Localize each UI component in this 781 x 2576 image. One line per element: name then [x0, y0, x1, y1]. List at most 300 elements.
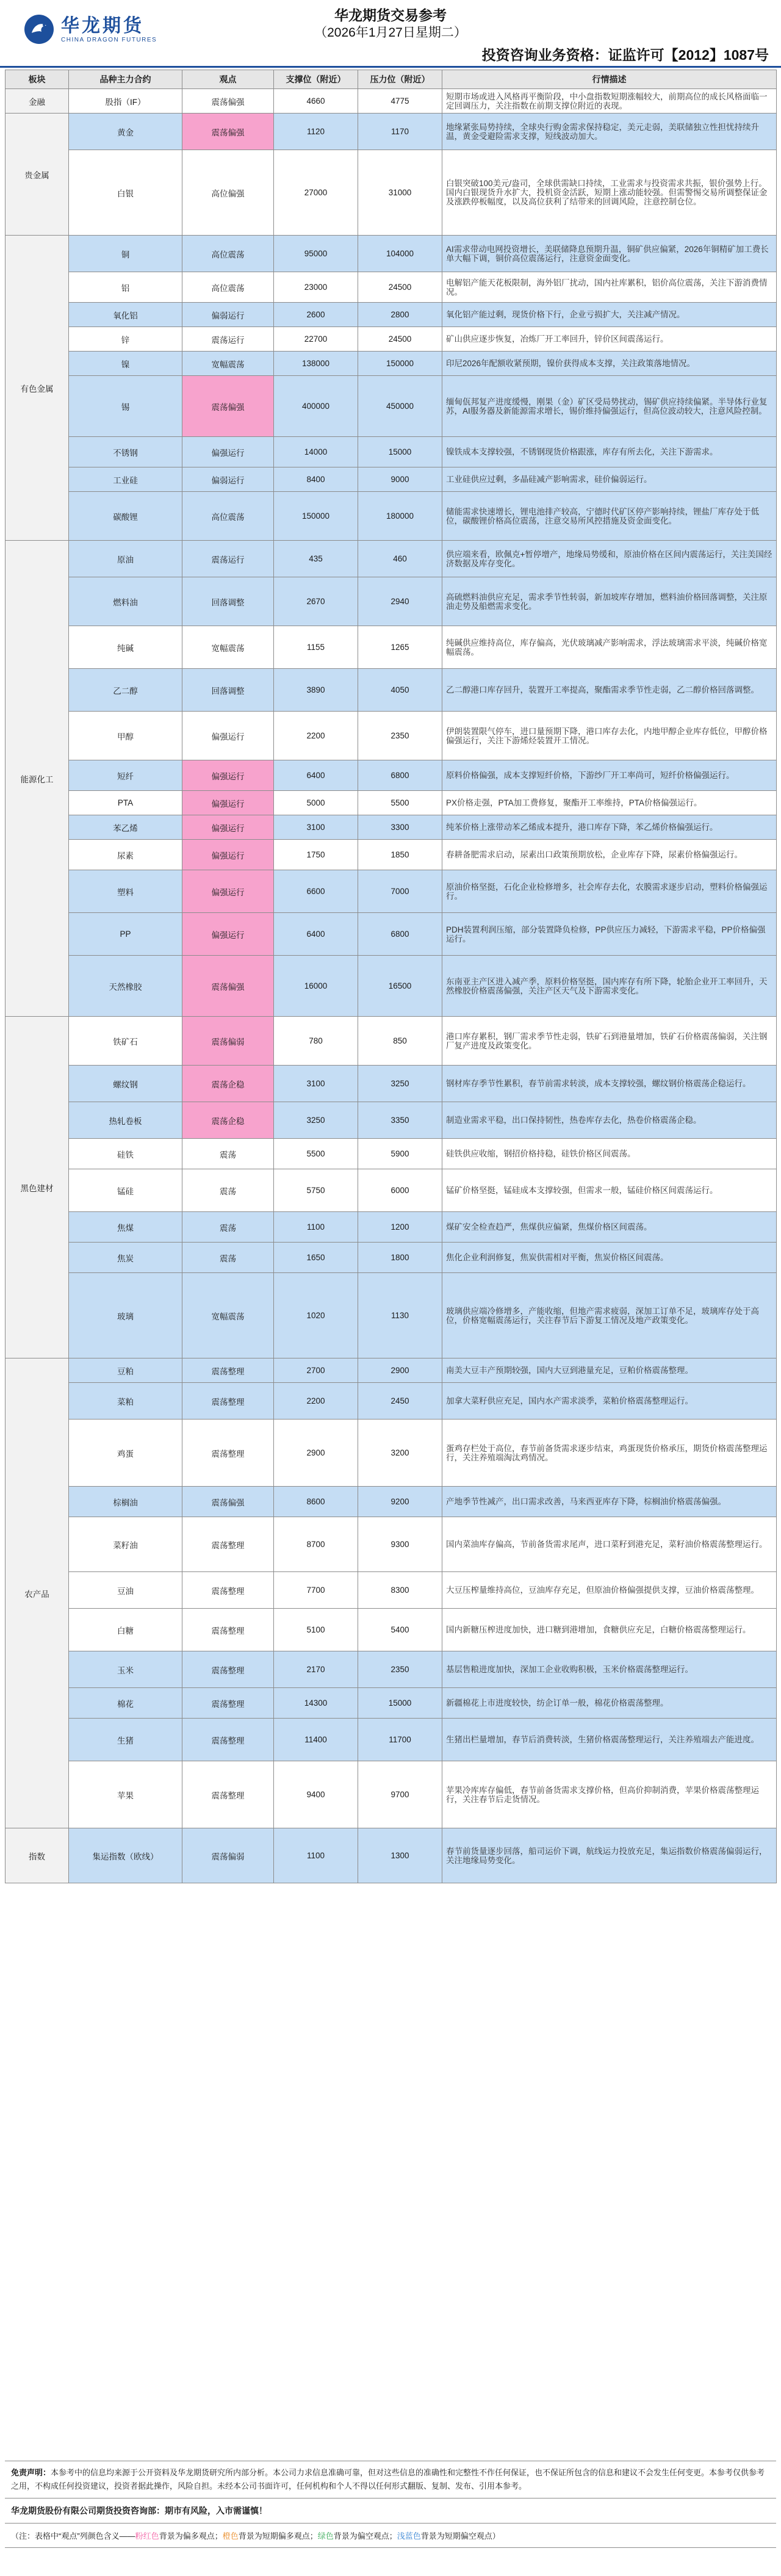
view-cell: 震荡 [182, 1243, 274, 1273]
description-cell: 镍铁成本支撑较强，不锈钢现货价格跟涨，库存有所去化，关注下游需求。 [442, 437, 777, 467]
view-cell: 宽幅震荡 [182, 1273, 274, 1358]
table-row [5, 1420, 777, 1487]
view-cell: 高位震荡 [182, 272, 274, 303]
table-header-row [5, 70, 777, 89]
product-cell: 锌 [69, 327, 182, 352]
resistance-cell: 5500 [358, 791, 442, 815]
support-cell: 2670 [274, 577, 358, 626]
table-row [5, 1017, 777, 1066]
view-cell: 震荡运行 [182, 541, 274, 577]
product-cell: 乙二醇 [69, 669, 182, 712]
resistance-cell: 2350 [358, 712, 442, 760]
resistance-cell: 4775 [358, 89, 442, 114]
table-row [5, 1761, 777, 1828]
sector-cell: 农产品 [5, 1358, 69, 1828]
product-cell: 甲醇 [69, 712, 182, 760]
support-cell: 1120 [274, 114, 358, 150]
view-cell: 偏强运行 [182, 870, 274, 913]
legend-blue: 浅蓝色 [397, 2531, 421, 2541]
view-cell: 震荡偏弱 [182, 1828, 274, 1883]
view-cell: 震荡整理 [182, 1761, 274, 1828]
view-cell: 偏强运行 [182, 913, 274, 956]
resistance-cell: 6800 [358, 913, 442, 956]
view-cell: 偏强运行 [182, 760, 274, 791]
description-cell: 缅甸佤邦复产进度缓慢，刚果（金）矿区受局势扰动，锡矿供应持续偏紧。半导体行业复苏，AI服务器及新能源需求增长，锡价维持偏强运行，但高位波动较大，注意风险控制。 [442, 376, 777, 437]
company-notice: 华龙期货股份有限公司期货投资咨询部：期市有风险，入市需谨慎！ [5, 2498, 776, 2523]
support-cell: 14300 [274, 1688, 358, 1719]
table-row [5, 1358, 777, 1383]
table-row [5, 1719, 777, 1761]
report-date: （2026年1月27日星期二） [314, 26, 467, 40]
support-cell: 5500 [274, 1139, 358, 1169]
table-row [5, 1609, 777, 1651]
table-row [5, 1517, 777, 1572]
support-cell: 8700 [274, 1517, 358, 1572]
view-cell: 震荡 [182, 1139, 274, 1169]
resistance-cell: 104000 [358, 236, 442, 272]
description-cell: 钢材库存季节性累积，春节前需求转淡，成本支撑较强，螺纹钢价格震荡企稳运行。 [442, 1066, 777, 1102]
view-cell: 震荡偏强 [182, 956, 274, 1017]
disclaimer-label: 免责声明： [11, 2468, 51, 2477]
resistance-cell: 9200 [358, 1487, 442, 1517]
table-row [5, 1572, 777, 1609]
legend-blue-desc: 背景为短期偏空观点） [420, 2531, 500, 2541]
resistance-cell: 24500 [358, 272, 442, 303]
support-cell: 14000 [274, 437, 358, 467]
view-cell: 偏弱运行 [182, 303, 274, 327]
support-cell: 780 [274, 1017, 358, 1066]
product-cell: 镍 [69, 352, 182, 376]
sector-cell: 金融 [5, 89, 69, 114]
description-cell: 东南亚主产区进入减产季，原料价格坚挺，国内库存有所下降，轮胎企业开工率回升，天然橡胶价格震荡偏强，关注产区天气及下游需求变化。 [442, 956, 777, 1017]
table-row [5, 791, 777, 815]
description-cell: 锰矿价格坚挺，锰硅成本支撑较强，但需求一般，锰硅价格区间震荡运行。 [442, 1169, 777, 1212]
description-cell: 短期市场或进入风格再平衡阶段，中小盘指数短期涨幅较大，前期高位的成长风格面临一定回调压力，关注指数在前期支撑位附近的表现。 [442, 89, 777, 114]
support-cell: 6400 [274, 913, 358, 956]
table-row [5, 150, 777, 236]
resistance-cell: 31000 [358, 150, 442, 236]
view-cell: 偏强运行 [182, 840, 274, 870]
view-cell: 震荡整理 [182, 1651, 274, 1688]
description-cell: 春节前货量逐步回落，船司运价下调，航线运力投放充足，集运指数价格震荡偏弱运行，关注地缘局势变化。 [442, 1828, 777, 1883]
product-cell: 玉米 [69, 1651, 182, 1688]
table-row [5, 1651, 777, 1688]
view-cell: 宽幅震荡 [182, 626, 274, 669]
resistance-cell: 850 [358, 1017, 442, 1066]
table-row [5, 577, 777, 626]
col-header-sector: 板块 [5, 70, 69, 89]
product-cell: 生猪 [69, 1719, 182, 1761]
table-row [5, 303, 777, 327]
support-cell: 6600 [274, 870, 358, 913]
description-cell: 港口库存累积，钢厂需求季节性走弱，铁矿石到港量增加，铁矿石价格震荡偏弱，关注钢厂复产进度及政策变化。 [442, 1017, 777, 1066]
product-cell: PTA [69, 791, 182, 815]
support-cell: 4660 [274, 89, 358, 114]
support-cell: 2600 [274, 303, 358, 327]
description-cell: 供应端来看，欧佩克+暂停增产，地缘局势缓和，原油价格在区间内震荡运行，关注美国经济数据及库存变化。 [442, 541, 777, 577]
table-row [5, 870, 777, 913]
description-cell: 煤矿安全检查趋严，焦煤供应偏紧，焦煤价格区间震荡。 [442, 1212, 777, 1243]
product-cell: 尿素 [69, 840, 182, 870]
legend-prefix: （注：表格中“观点”列颜色含义—— [11, 2531, 135, 2541]
table-row [5, 1688, 777, 1719]
table-row [5, 272, 777, 303]
support-cell: 138000 [274, 352, 358, 376]
footer [5, 2461, 776, 2548]
resistance-cell: 2350 [358, 1651, 442, 1688]
resistance-cell: 9700 [358, 1761, 442, 1828]
table-row [5, 840, 777, 870]
license-info: 投资咨询业务资格：证监许可【2012】1087号 [481, 47, 769, 63]
view-cell: 偏强运行 [182, 437, 274, 467]
description-cell: 新疆棉花上市进度较快，纺企订单一般，棉花价格震荡整理。 [442, 1688, 777, 1719]
product-cell: 豆粕 [69, 1358, 182, 1383]
product-cell: 锡 [69, 376, 182, 437]
description-cell: 蛋鸡存栏处于高位，春节前备货需求逐步结束，鸡蛋现货价格承压，期货价格震荡整理运行，关注养殖端淘汰鸡情况。 [442, 1420, 777, 1487]
view-cell: 震荡 [182, 1212, 274, 1243]
view-cell: 震荡偏强 [182, 1487, 274, 1517]
view-cell: 回落调整 [182, 577, 274, 626]
view-cell: 震荡整理 [182, 1719, 274, 1761]
description-cell: 国内菜油库存偏高，节前备货需求尾声，进口菜籽到港充足，菜籽油价格震荡整理运行。 [442, 1517, 777, 1572]
resistance-cell: 8300 [358, 1572, 442, 1609]
support-cell: 7700 [274, 1572, 358, 1609]
support-cell: 3100 [274, 815, 358, 840]
table-row [5, 1139, 777, 1169]
view-cell: 偏强运行 [182, 815, 274, 840]
description-cell: 焦化企业利润修复，焦炭供需相对平衡，焦炭价格区间震荡。 [442, 1243, 777, 1273]
header [0, 0, 781, 68]
product-cell: 白糖 [69, 1609, 182, 1651]
description-cell: PDH装置利润压缩，部分装置降负检修，PP供应压力减轻，下游需求平稳，PP价格偏强运行。 [442, 913, 777, 956]
table-row [5, 712, 777, 760]
resistance-cell: 3300 [358, 815, 442, 840]
sector-cell: 黑色建材 [5, 1017, 69, 1358]
support-cell: 95000 [274, 236, 358, 272]
table-row [5, 114, 777, 150]
description-cell: 乙二醇港口库存回升，装置开工率提高，聚酯需求季节性走弱，乙二醇价格回落调整。 [442, 669, 777, 712]
resistance-cell: 1130 [358, 1273, 442, 1358]
description-cell: 国内新糖压榨进度加快，进口糖到港增加，食糖供应充足，白糖价格震荡整理运行。 [442, 1609, 777, 1651]
view-cell: 震荡偏强 [182, 376, 274, 437]
product-cell: 焦炭 [69, 1243, 182, 1273]
support-cell: 9400 [274, 1761, 358, 1828]
view-cell: 震荡偏强 [182, 89, 274, 114]
product-cell: 天然橡胶 [69, 956, 182, 1017]
resistance-cell: 180000 [358, 492, 442, 541]
table-row [5, 437, 777, 467]
description-cell: 原油价格坚挺，石化企业检修增多，社会库存去化，农膜需求逐步启动，塑料价格偏强运行。 [442, 870, 777, 913]
resistance-cell: 5900 [358, 1139, 442, 1169]
support-cell: 8400 [274, 467, 358, 492]
resistance-cell: 24500 [358, 327, 442, 352]
product-cell: 焦煤 [69, 1212, 182, 1243]
view-cell: 震荡整理 [182, 1609, 274, 1651]
description-cell: 电解铝产能天花板限制，海外铝厂扰动，国内社库累积，铝价高位震荡，关注下游消费情况。 [442, 272, 777, 303]
description-cell: 大豆压榨量维持高位，豆油库存充足，但原油价格偏强提供支撑，豆油价格震荡整理。 [442, 1572, 777, 1609]
resistance-cell: 15000 [358, 437, 442, 467]
view-cell: 震荡整理 [182, 1572, 274, 1609]
header-divider [0, 66, 781, 68]
col-header-product: 品种主力合约 [69, 70, 182, 89]
resistance-cell: 2450 [358, 1383, 442, 1420]
legend-orange-desc: 背景为短期偏多观点； [238, 2531, 318, 2541]
view-cell: 震荡整理 [182, 1358, 274, 1383]
resistance-cell: 460 [358, 541, 442, 577]
resistance-cell: 3250 [358, 1066, 442, 1102]
support-cell: 5000 [274, 791, 358, 815]
support-cell: 1100 [274, 1212, 358, 1243]
resistance-cell: 450000 [358, 376, 442, 437]
product-cell: 菜籽油 [69, 1517, 182, 1572]
col-header-support: 支撑位（附近） [274, 70, 358, 89]
table-row [5, 1066, 777, 1102]
col-header-description: 行情描述 [442, 70, 777, 89]
table-row [5, 1169, 777, 1212]
support-cell: 3890 [274, 669, 358, 712]
resistance-cell: 16500 [358, 956, 442, 1017]
view-cell: 高位偏强 [182, 150, 274, 236]
legend-orange: 橙色 [222, 2531, 239, 2541]
resistance-cell: 1300 [358, 1828, 442, 1883]
product-cell: 碳酸锂 [69, 492, 182, 541]
product-cell: 铝 [69, 272, 182, 303]
resistance-cell: 1170 [358, 114, 442, 150]
support-cell: 11400 [274, 1719, 358, 1761]
view-cell: 震荡企稳 [182, 1102, 274, 1139]
table-row [5, 1487, 777, 1517]
description-cell: 氧化铝产能过剩，现货价格下行，企业亏损扩大，关注减产情况。 [442, 303, 777, 327]
description-cell: 春耕备肥需求启动，尿素出口政策预期放松，企业库存下降，尿素价格偏强运行。 [442, 840, 777, 870]
resistance-cell: 3350 [358, 1102, 442, 1139]
support-cell: 1155 [274, 626, 358, 669]
product-cell: 硅铁 [69, 1139, 182, 1169]
support-cell: 16000 [274, 956, 358, 1017]
product-cell: 鸡蛋 [69, 1420, 182, 1487]
table-row [5, 626, 777, 669]
description-cell: 高硫燃料油供应充足，需求季节性转弱，新加坡库存增加，燃料油价格回落调整，关注原油走势及船燃需求变化。 [442, 577, 777, 626]
description-cell: 纯碱供应维持高位，库存偏高，光伏玻璃减产影响需求，浮法玻璃需求平淡，纯碱价格宽幅震荡。 [442, 626, 777, 669]
disclaimer [5, 2461, 776, 2498]
view-cell: 震荡 [182, 1169, 274, 1212]
support-cell: 5100 [274, 1609, 358, 1651]
resistance-cell: 6000 [358, 1169, 442, 1212]
description-cell: PX价格走强，PTA加工费修复，聚酯开工率维持，PTA价格偏强运行。 [442, 791, 777, 815]
product-cell: 氧化铝 [69, 303, 182, 327]
table-row [5, 1243, 777, 1273]
resistance-cell: 3200 [358, 1420, 442, 1487]
description-cell: 储能需求快速增长，锂电池排产较高，宁德时代矿区停产影响持续，锂盐厂库存处于低位，碳酸锂价格高位震荡，注意交易所风控措施及资金面变化。 [442, 492, 777, 541]
support-cell: 1020 [274, 1273, 358, 1358]
product-cell: 苯乙烯 [69, 815, 182, 840]
color-legend [5, 2523, 776, 2548]
table-row [5, 760, 777, 791]
description-cell: 生猪出栏量增加，春节后消费转淡，生猪价格震荡整理运行，关注养殖端去产能进度。 [442, 1719, 777, 1761]
view-cell: 震荡整理 [182, 1383, 274, 1420]
table-row [5, 376, 777, 437]
disclaimer-text: 本参考中的信息均来源于公开资料及华龙期货研究所内部分析。本公司力求信息准确可靠，但对这些信息的准确性和完整性不作任何保证，也不保证所包含的信息和建议不会发生任何变更。本参考仅供参考之用，不构成任何投资建议，投资者据此操作，风险自担。未经本公司书面许可，任何机构和个人不得以任何形式翻版、复制、发布、引用本参考。 [11, 2468, 765, 2491]
support-cell: 2900 [274, 1420, 358, 1487]
resistance-cell: 1850 [358, 840, 442, 870]
support-cell: 8600 [274, 1487, 358, 1517]
description-cell: 制造业需求平稳，出口保持韧性，热卷库存去化，热卷价格震荡企稳。 [442, 1102, 777, 1139]
product-cell: PP [69, 913, 182, 956]
table-row [5, 492, 777, 541]
product-cell: 工业硅 [69, 467, 182, 492]
legend-green: 绿色 [317, 2531, 334, 2541]
product-cell: 纯碱 [69, 626, 182, 669]
view-cell: 震荡整理 [182, 1420, 274, 1487]
support-cell: 2200 [274, 1383, 358, 1420]
resistance-cell: 4050 [358, 669, 442, 712]
product-cell: 螺纹钢 [69, 1066, 182, 1102]
sector-cell: 有色金属 [5, 236, 69, 541]
table-row [5, 327, 777, 352]
description-cell: 纯苯价格上涨带动苯乙烯成本提升，港口库存下降，苯乙烯价格偏强运行。 [442, 815, 777, 840]
table-body [5, 89, 777, 1883]
description-cell: 白银突破100美元/盎司，全球供需缺口持续，工业需求与投资需求共振，银价强势上行。国内白银现货升水扩大，投机资金活跃，短期上涨动能较强。但需警惕交易所调整保证金及涨跌停板幅度，以及高位获利了结带来的回调风险，注意控制仓位。 [442, 150, 777, 236]
description-cell: 原料价格偏强，成本支撑短纤价格，下游纱厂开工率尚可，短纤价格偏强运行。 [442, 760, 777, 791]
resistance-cell: 1265 [358, 626, 442, 669]
view-cell: 偏强运行 [182, 712, 274, 760]
product-cell: 豆油 [69, 1572, 182, 1609]
resistance-cell: 15000 [358, 1688, 442, 1719]
description-cell: 地缘紧张局势持续，全球央行购金需求保持稳定，美元走弱，美联储独立性担忧持续升温，黄金受避险需求支撑，短线波动加大。 [442, 114, 777, 150]
description-cell: 伊朗装置限气停车，进口量预期下降，港口库存去化，内地甲醇企业库存低位，甲醇价格偏强运行，关注下游烯烃装置开工情况。 [442, 712, 777, 760]
view-cell: 震荡整理 [182, 1517, 274, 1572]
support-cell: 2700 [274, 1358, 358, 1383]
view-cell: 高位震荡 [182, 492, 274, 541]
support-cell: 1650 [274, 1243, 358, 1273]
table-row [5, 1828, 777, 1883]
product-cell: 棉花 [69, 1688, 182, 1719]
sector-cell: 能源化工 [5, 541, 69, 1017]
view-cell: 震荡运行 [182, 327, 274, 352]
product-cell: 黄金 [69, 114, 182, 150]
description-cell: 工业硅供应过剩，多晶硅减产影响需求，硅价偏弱运行。 [442, 467, 777, 492]
col-header-resistance: 压力位（附近） [358, 70, 442, 89]
description-cell: 硅铁供应收缩，钢招价格持稳，硅铁价格区间震荡。 [442, 1139, 777, 1169]
support-cell: 150000 [274, 492, 358, 541]
table-row [5, 89, 777, 114]
table-row [5, 1212, 777, 1243]
product-cell: 短纤 [69, 760, 182, 791]
description-cell: 矿山供应逐步恢复，冶炼厂开工率回升，锌价区间震荡运行。 [442, 327, 777, 352]
support-cell: 2170 [274, 1651, 358, 1688]
legend-pink-desc: 背景为偏多观点； [159, 2531, 223, 2541]
view-cell: 偏弱运行 [182, 467, 274, 492]
table-row [5, 669, 777, 712]
sector-cell: 贵金属 [5, 114, 69, 236]
brand-name-en: CHINA DRAGON FUTURES [61, 36, 157, 43]
product-cell: 燃料油 [69, 577, 182, 626]
description-cell: 基层售粮进度加快，深加工企业收购积极，玉米价格震荡整理运行。 [442, 1651, 777, 1688]
description-cell: 南美大豆丰产预期较强，国内大豆到港量充足，豆粕价格震荡整理。 [442, 1358, 777, 1383]
support-cell: 400000 [274, 376, 358, 437]
description-cell: AI需求带动电网投资增长，美联储降息预期升温，铜矿供应偏紧，2026年铜精矿加工费长单大幅下调，铜价高位震荡运行，注意资金面变化。 [442, 236, 777, 272]
product-cell: 白银 [69, 150, 182, 236]
resistance-cell: 9300 [358, 1517, 442, 1572]
description-cell: 印尼2026年配额收紧预期，镍价获得成本支撑，关注政策落地情况。 [442, 352, 777, 376]
product-cell: 菜粕 [69, 1383, 182, 1420]
support-cell: 6400 [274, 760, 358, 791]
product-cell: 锰硅 [69, 1169, 182, 1212]
support-cell: 3250 [274, 1102, 358, 1139]
table-row [5, 913, 777, 956]
table-row [5, 236, 777, 272]
resistance-cell: 1200 [358, 1212, 442, 1243]
resistance-cell: 6800 [358, 760, 442, 791]
table-row [5, 1102, 777, 1139]
resistance-cell: 1800 [358, 1243, 442, 1273]
product-cell: 棕榈油 [69, 1487, 182, 1517]
product-cell: 铁矿石 [69, 1017, 182, 1066]
support-cell: 2200 [274, 712, 358, 760]
support-cell: 23000 [274, 272, 358, 303]
view-cell: 震荡偏弱 [182, 1017, 274, 1066]
resistance-cell: 5400 [358, 1609, 442, 1651]
table-row [5, 352, 777, 376]
product-cell: 热轧卷板 [69, 1102, 182, 1139]
support-cell: 5750 [274, 1169, 358, 1212]
support-cell: 3100 [274, 1066, 358, 1102]
description-cell: 苹果冷库库存偏低，春节前备货需求支撑价格，但高价抑制消费，苹果价格震荡整理运行，关注春节后走货情况。 [442, 1761, 777, 1828]
product-cell: 铜 [69, 236, 182, 272]
product-cell: 原油 [69, 541, 182, 577]
support-cell: 1100 [274, 1828, 358, 1883]
resistance-cell: 7000 [358, 870, 442, 913]
resistance-cell: 2900 [358, 1358, 442, 1383]
reference-table [5, 70, 777, 1883]
sector-cell: 指数 [5, 1828, 69, 1883]
view-cell: 偏强运行 [182, 791, 274, 815]
resistance-cell: 9000 [358, 467, 442, 492]
support-cell: 435 [274, 541, 358, 577]
resistance-cell: 2800 [358, 303, 442, 327]
product-cell: 塑料 [69, 870, 182, 913]
legend-green-desc: 背景为偏空观点； [333, 2531, 397, 2541]
view-cell: 震荡整理 [182, 1688, 274, 1719]
view-cell: 回落调整 [182, 669, 274, 712]
support-cell: 22700 [274, 327, 358, 352]
product-cell: 不锈钢 [69, 437, 182, 467]
support-cell: 1750 [274, 840, 358, 870]
brand-name: 华龙期货 [61, 15, 144, 36]
view-cell: 震荡企稳 [182, 1066, 274, 1102]
product-cell: 玻璃 [69, 1273, 182, 1358]
table-row [5, 815, 777, 840]
legend-pink: 粉红色 [135, 2531, 159, 2541]
product-cell: 苹果 [69, 1761, 182, 1828]
resistance-cell: 2940 [358, 577, 442, 626]
table-row [5, 541, 777, 577]
support-cell: 27000 [274, 150, 358, 236]
table-row [5, 956, 777, 1017]
view-cell: 宽幅震荡 [182, 352, 274, 376]
view-cell: 震荡偏强 [182, 114, 274, 150]
resistance-cell: 150000 [358, 352, 442, 376]
resistance-cell: 11700 [358, 1719, 442, 1761]
table-row [5, 1383, 777, 1420]
description-cell: 加拿大菜籽供应充足，国内水产需求淡季，菜粕价格震荡整理运行。 [442, 1383, 777, 1420]
table-row [5, 1273, 777, 1358]
description-cell: 玻璃供应端冷修增多，产能收缩，但地产需求疲弱，深加工订单不足，玻璃库存处于高位，价格宽幅震荡运行，关注春节后下游复工情况及地产政策变化。 [442, 1273, 777, 1358]
table-row [5, 467, 777, 492]
page-title: 华龙期货交易参考 [334, 7, 447, 23]
product-cell: 集运指数（欧线） [69, 1828, 182, 1883]
product-cell: 股指（IF） [69, 89, 182, 114]
description-cell: 产地季节性减产，出口需求改善，马来西亚库存下降，棕榈油价格震荡偏强。 [442, 1487, 777, 1517]
